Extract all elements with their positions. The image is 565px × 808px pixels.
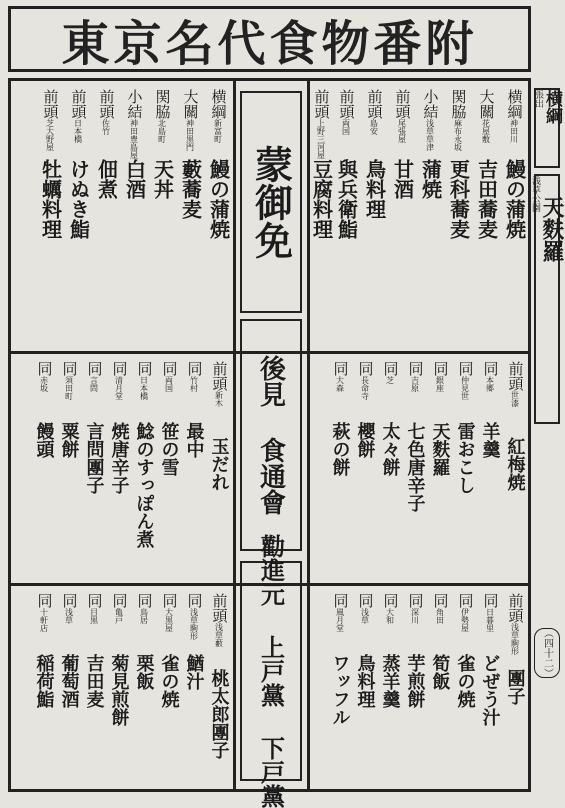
center-sponsor-box bbox=[240, 319, 302, 551]
entry: 同 大黒屋 雀の焼 bbox=[158, 593, 180, 708]
entry: 横綱 神田川 鰻の蒲焼 bbox=[502, 89, 527, 239]
entry: 前頭 芝大野屋 牡蠣料理 bbox=[38, 89, 63, 239]
entry: 同 日本橋 鯰のすっぽん煮 bbox=[133, 361, 155, 548]
entry: 同 角田 筍飯 bbox=[429, 593, 451, 690]
side-rank: 横綱 bbox=[542, 90, 562, 124]
entry: 同 浅草 鳥料理 bbox=[354, 593, 376, 708]
entry: 同 竹村 最中 bbox=[183, 361, 205, 458]
entry: 同 十軒店 稲荷鮨 bbox=[33, 593, 55, 708]
entry: 同 仲見世 雷おこし bbox=[454, 361, 476, 494]
entry: 同 目黒 吉田麦 bbox=[83, 593, 105, 708]
entry: 前頭 尾張屋 甘酒 bbox=[390, 89, 415, 199]
entry: 同 両国 笹の雪 bbox=[158, 361, 180, 476]
center-sponsor: 後見 食通會 bbox=[255, 355, 286, 515]
entry: 同 本郷 羊羹 bbox=[479, 361, 501, 458]
entry: 前頭 浅草駒形 團子 bbox=[504, 593, 526, 705]
entry: 同 日暮里 どぜう汁 bbox=[479, 593, 501, 726]
entry: 同 銀座 天麩羅 bbox=[429, 361, 451, 476]
entry: 同 風月堂 ワッフル bbox=[329, 593, 351, 726]
entry: 前頭 島安 鳥料理 bbox=[362, 89, 387, 219]
page-number: （四十二） bbox=[534, 628, 560, 678]
center-promoter-box bbox=[240, 534, 302, 808]
entry: 前頭 日本橋 けぬき鮨 bbox=[66, 89, 91, 239]
entry: 関脇 北島町 天丼 bbox=[150, 89, 175, 199]
entry: 関脇 麻布永坂 更科蕎麦 bbox=[446, 89, 471, 239]
page-title: 東京名代食物番附 bbox=[8, 6, 531, 72]
entry: 同 大森 萩の餅 bbox=[329, 361, 351, 476]
entry: 同 長命寺 櫻餅 bbox=[354, 361, 376, 458]
entry: 同 伊勢屋 雀の焼 bbox=[454, 593, 476, 708]
entry: 大關 神田黒門 藪蕎麦 bbox=[178, 89, 203, 219]
entry: 同 芝 太々餅 bbox=[379, 361, 401, 476]
entry: 同 須田町 粟餅 bbox=[58, 361, 80, 458]
entry: 横綱 新富町 鰻の蒲焼 bbox=[206, 89, 231, 239]
entry: 大關 花屋敷 吉田蕎麦 bbox=[474, 89, 499, 239]
side-rank-box bbox=[534, 88, 560, 168]
entry: 前頭 浅草藪 桃太郎團子 bbox=[208, 593, 230, 759]
side-rank-small: 張出 bbox=[533, 90, 543, 108]
side-place: 浅草公園 bbox=[530, 176, 540, 212]
center-license: 蒙御免 bbox=[248, 145, 294, 259]
entry: 同 浅草駒形 鰌汁 bbox=[183, 593, 205, 690]
center-promoter: 勸進元 上戸黨 下戸黨 bbox=[256, 534, 286, 808]
entry: 小結 神田豊島屋 白酒 bbox=[122, 89, 147, 199]
entry: 前頭 両国 與兵衛鮨 bbox=[334, 89, 359, 239]
side-dish: 天麩羅 bbox=[539, 196, 565, 262]
side-banner bbox=[530, 88, 565, 788]
ranking-frame bbox=[8, 78, 531, 808]
entry: 前頭 新木 玉だれ bbox=[208, 361, 230, 491]
entry: 同 清月堂 焼唐辛子 bbox=[108, 361, 130, 494]
entry: 同 浅草 葡萄酒 bbox=[58, 593, 80, 708]
entry: 前頭 世漆 紅梅焼 bbox=[504, 361, 526, 491]
entry: 前頭 上野三河屋 豆腐料理 bbox=[309, 89, 334, 239]
entry: 同 大和 蒸羊羹 bbox=[379, 593, 401, 708]
entry: 同 言問 言問團子 bbox=[83, 361, 105, 494]
center-license-box bbox=[240, 91, 302, 313]
entry: 小結 浅草草津 蒲焼 bbox=[418, 89, 443, 199]
entry: 同 吉原 七色唐辛子 bbox=[404, 361, 426, 512]
entry: 同 赤坂 饅頭 bbox=[33, 361, 55, 458]
entry: 前頭 佐竹 佃煮 bbox=[94, 89, 119, 199]
column-divider bbox=[233, 81, 236, 789]
entry: 同 鳥居 栗飯 bbox=[133, 593, 155, 690]
entry: 同 亀戸 菊見煎餅 bbox=[108, 593, 130, 726]
side-entry-box bbox=[530, 174, 565, 424]
entry: 同 深川 芋煎餅 bbox=[404, 593, 426, 708]
